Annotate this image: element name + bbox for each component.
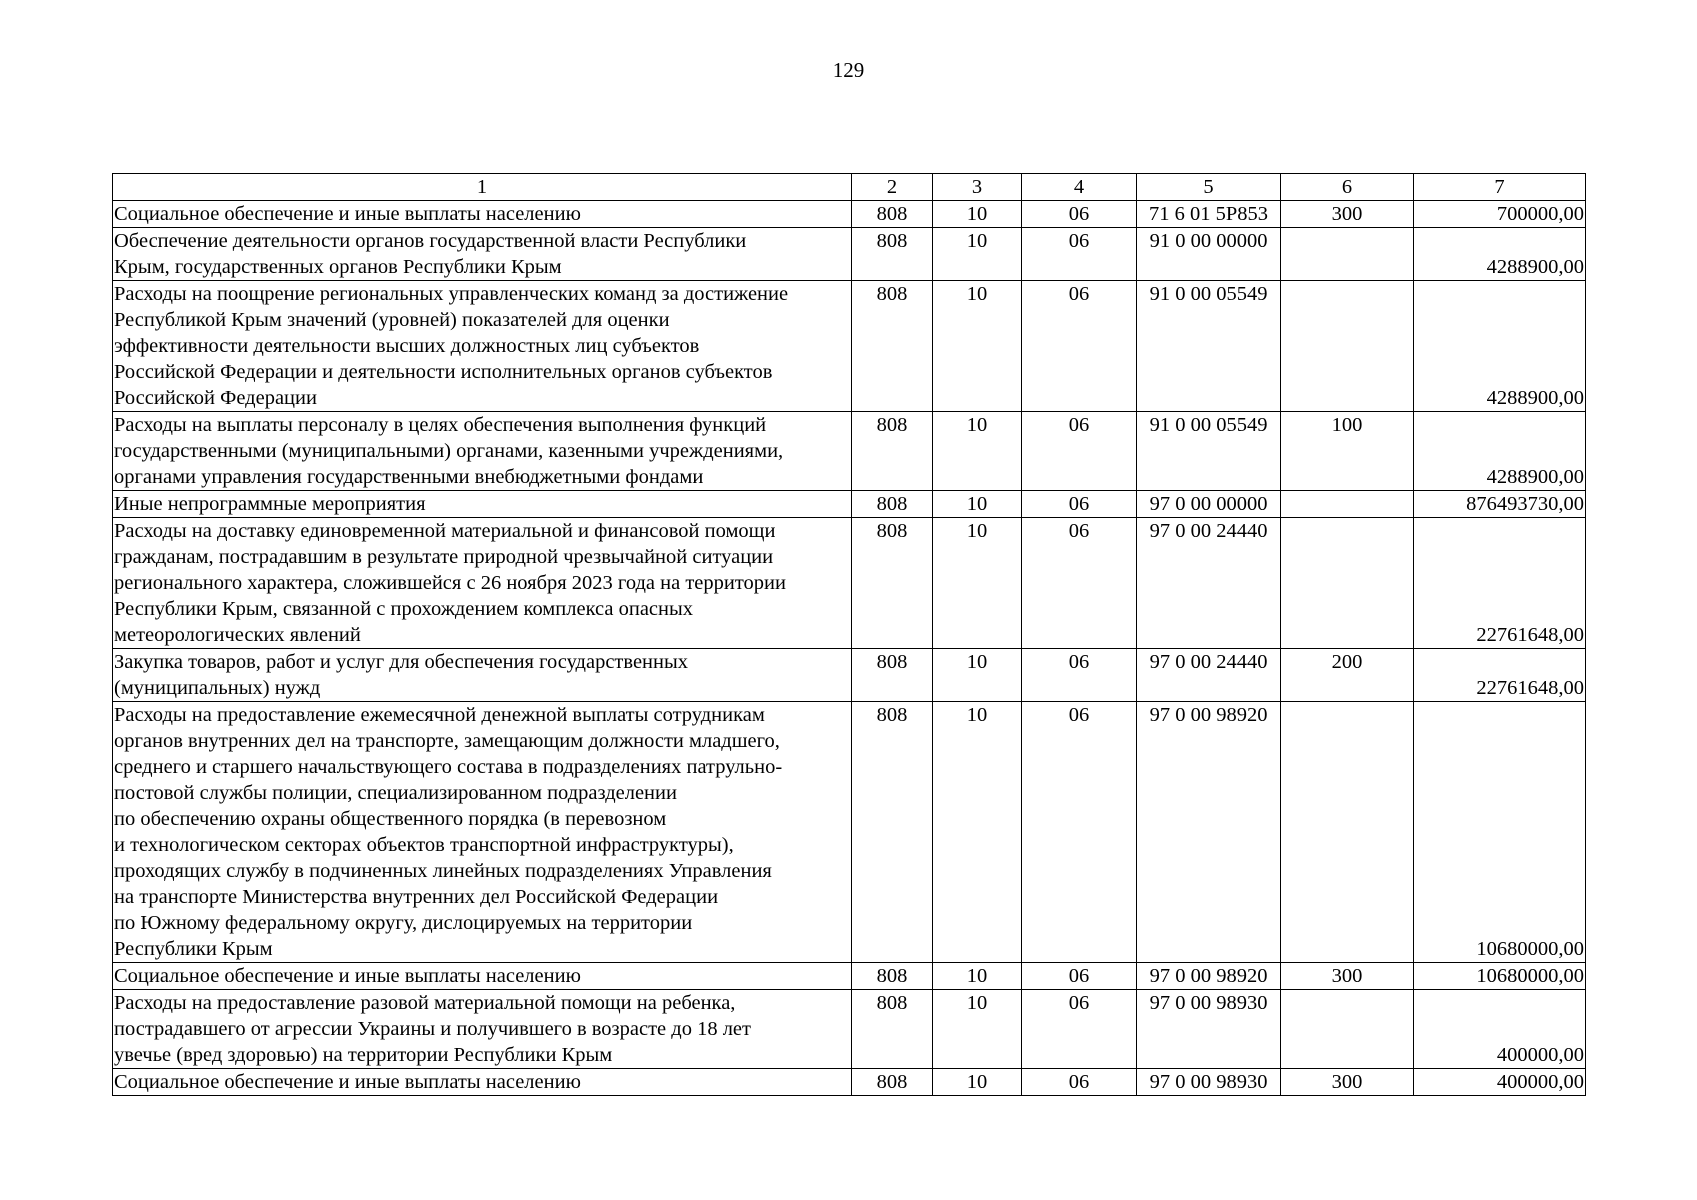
row-code-4-cell: 06	[1022, 990, 1137, 1069]
row-sum-cell: 22761648,00	[1414, 518, 1586, 649]
row-code-6-cell	[1281, 990, 1414, 1069]
column-header-2: 2	[852, 174, 933, 201]
table-row	[113, 491, 1586, 518]
row-name-cell: Расходы на предоставление ежемесячной денежной выплаты сотрудникам органов внутренних дел на транспорте, замещающим должности младшего, среднего и старшего начальствующего состава в подразделениях патрульно- постовой службы полиции, специализированном подразделении по обеспечению охраны общественного порядка (в перевозном и технологическом секторах объектов транспортной инфраструктуры), проходящих службу в подчиненных линейных подразделениях Управления на транспорте Министерства внутренних дел Российской Федерации по Южному федеральному округу, дислоцируемых на территории Республики Крым	[113, 702, 852, 963]
row-code-2-cell: 808	[852, 491, 933, 518]
row-code-5-cell: 71 6 01 5Р853	[1137, 201, 1281, 228]
budget-table	[112, 173, 1586, 1096]
row-name-cell: Расходы на поощрение региональных управленческих команд за достижение Республикой Крым значений (уровней) показателей для оценки эффективности деятельности высших должностных лиц субъектов Российской Федерации и деятельности исполнительных органов субъектов Российской Федерации	[113, 281, 852, 412]
row-code-4-cell: 06	[1022, 1069, 1137, 1096]
row-code-5-cell: 91 0 00 05549	[1137, 412, 1281, 491]
row-name-cell: Обеспечение деятельности органов государственной власти Республики Крым, государственных органов Республики Крым	[113, 228, 852, 281]
column-header-7: 7	[1414, 174, 1586, 201]
column-header-6: 6	[1281, 174, 1414, 201]
row-sum-cell: 4288900,00	[1414, 281, 1586, 412]
row-code-4-cell: 06	[1022, 491, 1137, 518]
row-code-2-cell: 808	[852, 412, 933, 491]
row-sum-cell: 10680000,00	[1414, 702, 1586, 963]
page-number: 129	[832, 58, 865, 82]
row-sum-cell: 4288900,00	[1414, 412, 1586, 491]
table-header-row	[113, 174, 1586, 201]
row-code-3-cell: 10	[933, 963, 1022, 990]
row-name-cell: Закупка товаров, работ и услуг для обеспечения государственных (муниципальных) нужд	[113, 649, 852, 702]
row-code-6-cell	[1281, 518, 1414, 649]
row-code-6-cell	[1281, 228, 1414, 281]
row-code-5-cell: 91 0 00 00000	[1137, 228, 1281, 281]
row-code-2-cell: 808	[852, 1069, 933, 1096]
column-header-5: 5	[1137, 174, 1281, 201]
row-code-3-cell: 10	[933, 702, 1022, 963]
row-sum-cell: 876493730,00	[1414, 491, 1586, 518]
column-header-1: 1	[113, 174, 852, 201]
row-code-2-cell: 808	[852, 518, 933, 649]
row-code-4-cell: 06	[1022, 201, 1137, 228]
row-code-5-cell: 97 0 00 00000	[1137, 491, 1281, 518]
row-code-3-cell: 10	[933, 201, 1022, 228]
row-sum-cell: 22761648,00	[1414, 649, 1586, 702]
row-code-3-cell: 10	[933, 228, 1022, 281]
row-code-4-cell: 06	[1022, 412, 1137, 491]
row-code-6-cell	[1281, 281, 1414, 412]
table-row	[113, 963, 1586, 990]
row-code-2-cell: 808	[852, 281, 933, 412]
row-code-6-cell: 100	[1281, 412, 1414, 491]
row-code-2-cell: 808	[852, 649, 933, 702]
row-name-cell: Социальное обеспечение и иные выплаты населению	[113, 201, 852, 228]
row-code-5-cell: 97 0 00 98930	[1137, 990, 1281, 1069]
row-code-3-cell: 10	[933, 412, 1022, 491]
table-row	[113, 1069, 1586, 1096]
row-code-4-cell: 06	[1022, 281, 1137, 412]
row-name-cell: Расходы на доставку единовременной материальной и финансовой помощи гражданам, пострадавшим в результате природной чрезвычайной ситуации регионального характера, сложившейся с 26 ноября 2023 года на территории Республики Крым, связанной с прохождением комплекса опасных метеорологических явлений	[113, 518, 852, 649]
row-code-6-cell: 200	[1281, 649, 1414, 702]
row-code-5-cell: 97 0 00 98930	[1137, 1069, 1281, 1096]
row-sum-cell: 400000,00	[1414, 990, 1586, 1069]
row-code-4-cell: 06	[1022, 518, 1137, 649]
row-code-2-cell: 808	[852, 963, 933, 990]
column-header-4: 4	[1022, 174, 1137, 201]
row-code-5-cell: 97 0 00 98920	[1137, 963, 1281, 990]
row-name-cell: Расходы на выплаты персоналу в целях обеспечения выполнения функций государственными (муниципальными) органами, казенными учреждениями, органами управления государственными внебюджетными фондами	[113, 412, 852, 491]
table-row	[113, 649, 1586, 702]
row-code-3-cell: 10	[933, 1069, 1022, 1096]
row-code-3-cell: 10	[933, 649, 1022, 702]
row-code-2-cell: 808	[852, 990, 933, 1069]
row-code-2-cell: 808	[852, 201, 933, 228]
table-row	[113, 518, 1586, 649]
row-code-5-cell: 97 0 00 24440	[1137, 518, 1281, 649]
row-code-2-cell: 808	[852, 228, 933, 281]
table-row	[113, 228, 1586, 281]
row-code-3-cell: 10	[933, 518, 1022, 649]
row-code-3-cell: 10	[933, 491, 1022, 518]
table-row	[113, 281, 1586, 412]
row-code-4-cell: 06	[1022, 702, 1137, 963]
row-name-cell: Социальное обеспечение и иные выплаты населению	[113, 1069, 852, 1096]
row-code-2-cell: 808	[852, 702, 933, 963]
table-row	[113, 412, 1586, 491]
row-code-6-cell	[1281, 702, 1414, 963]
row-name-cell: Социальное обеспечение и иные выплаты населению	[113, 963, 852, 990]
row-code-4-cell: 06	[1022, 228, 1137, 281]
row-code-5-cell: 97 0 00 24440	[1137, 649, 1281, 702]
table-row	[113, 201, 1586, 228]
column-header-3: 3	[933, 174, 1022, 201]
row-code-5-cell: 97 0 00 98920	[1137, 702, 1281, 963]
row-sum-cell: 10680000,00	[1414, 963, 1586, 990]
row-sum-cell: 4288900,00	[1414, 228, 1586, 281]
row-code-3-cell: 10	[933, 990, 1022, 1069]
row-code-5-cell: 91 0 00 05549	[1137, 281, 1281, 412]
row-code-6-cell: 300	[1281, 1069, 1414, 1096]
row-name-cell: Иные непрограммные мероприятия	[113, 491, 852, 518]
table-row	[113, 990, 1586, 1069]
row-code-6-cell: 300	[1281, 201, 1414, 228]
row-code-3-cell: 10	[933, 281, 1022, 412]
row-sum-cell: 400000,00	[1414, 1069, 1586, 1096]
row-name-cell: Расходы на предоставление разовой материальной помощи на ребенка, пострадавшего от агрессии Украины и получившего в возрасте до 18 лет увечье (вред здоровью) на территории Республики Крым	[113, 990, 852, 1069]
row-code-4-cell: 06	[1022, 649, 1137, 702]
row-code-6-cell	[1281, 491, 1414, 518]
row-code-6-cell: 300	[1281, 963, 1414, 990]
table-row	[113, 702, 1586, 963]
row-sum-cell: 700000,00	[1414, 201, 1586, 228]
row-code-4-cell: 06	[1022, 963, 1137, 990]
